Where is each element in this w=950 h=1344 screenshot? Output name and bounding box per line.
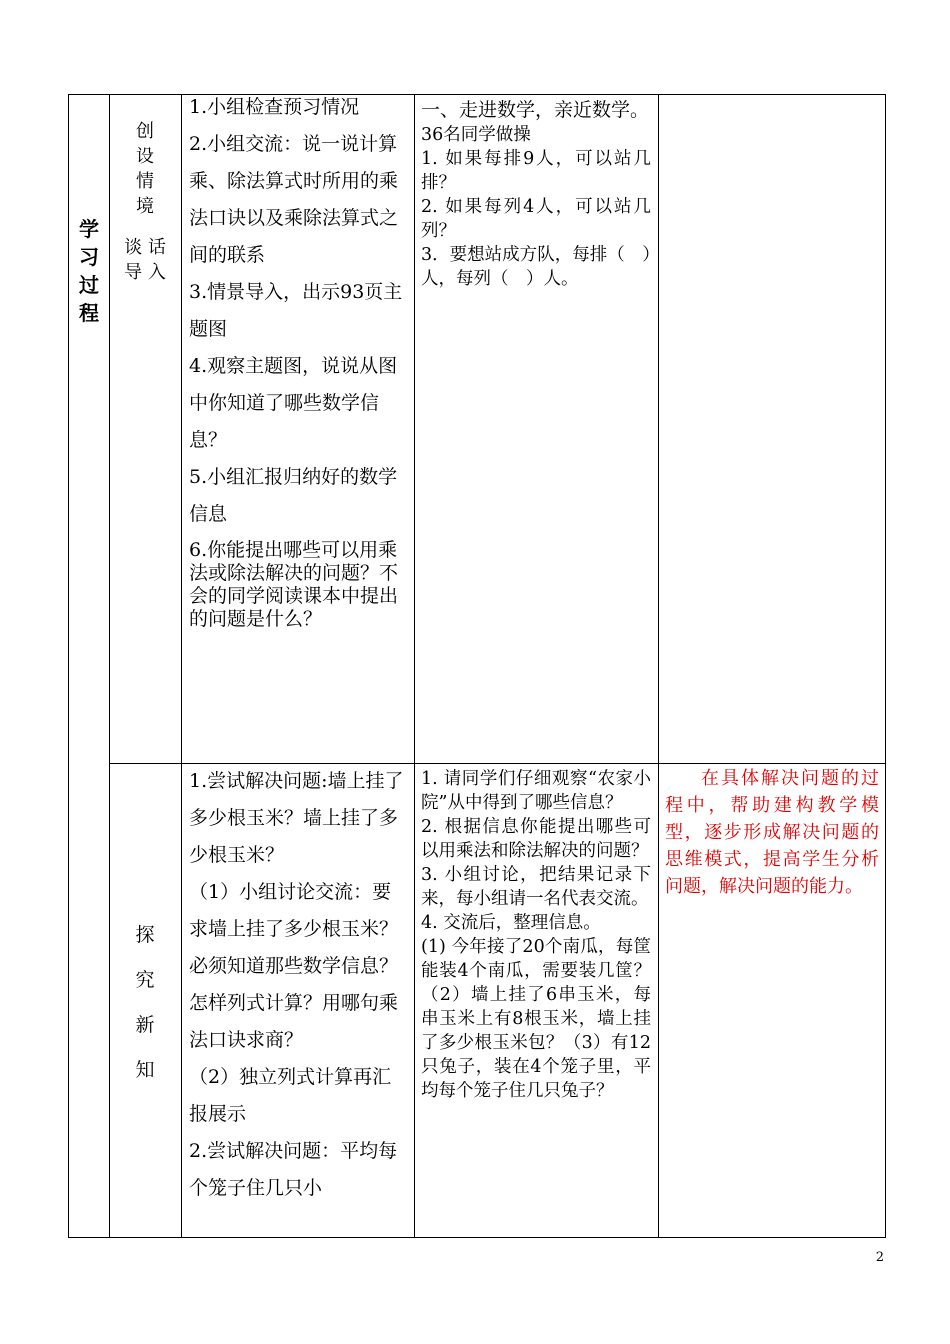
activity-item: 1.小组检查预习情况: [189, 96, 360, 118]
stage-subtitle: 谈 话: [124, 237, 166, 258]
guidance-item: 2. 根据信息你能提出哪些可以用乘法和除法解决的问题？: [421, 817, 651, 861]
activity-item: 6.你能提出哪些可以用乘法或除法解决的问题？不会的同学阅读课本中提出的问题是什么？: [189, 539, 399, 630]
guidance-item: 36名同学做操: [421, 125, 531, 145]
activity-item: 3.情景导入，出示93页主题图: [189, 281, 403, 340]
stage-label-intro: [109, 119, 181, 285]
stage-char: 情: [136, 171, 154, 192]
activity-item: 4.观察主题图，说说从图中你知道了哪些数学信息？: [189, 355, 398, 451]
guidance-item: 3．要想站成方队，每排（ ）人，每列（ ）人。: [421, 245, 651, 289]
guidance-item: 一、走进数学，亲近数学。: [421, 99, 650, 121]
guidance-item: 4. 交流后，整理信息。: [421, 913, 601, 933]
stage-char: 知: [135, 1059, 155, 1081]
lesson-plan-table: [68, 94, 886, 1238]
activity-item: 2.尝试解决问题：平均每个笼子住几只小: [189, 1140, 398, 1199]
page-number: 2: [875, 1250, 884, 1265]
student-activities-explore: [189, 763, 409, 1207]
guidance-item: 1. 如果每排9人，可以站几排？: [421, 149, 651, 193]
design-notes-explore: 在具体解决问题的过程中，帮助建构教学模型，逐步形成解决问题的思维模式，提高学生分析问题，解决问题的能力。: [665, 768, 879, 897]
stage-char: 究: [135, 969, 155, 991]
guidance-item: 2. 如果每列4人，可以站几列？: [421, 197, 651, 241]
activity-item: （2）独立列式计算再汇报展示: [189, 1066, 392, 1125]
column-divider: [414, 95, 415, 1237]
guidance-item: 3. 小组讨论，把结果记录下来，每小组请一名代表交流。: [421, 865, 651, 909]
section-label-char: 习: [79, 245, 99, 269]
stage-char: 创: [136, 121, 154, 142]
column-divider: [658, 95, 659, 1237]
guidance-item: (1) 今年接了20个南瓜，每筐能装4个南瓜，需要装几筐？（2）墙上挂了6串玉米，每串玉米上有8根玉米，墙上挂了多少根玉米包？（3）有12只兔子，装在4个笼子里，平均每个笼子住几只兔子？: [421, 937, 651, 1101]
stage-char: 境: [136, 196, 154, 217]
column-divider: [181, 95, 182, 1237]
activity-item: 5.小组汇报归纳好的数学信息: [189, 466, 398, 525]
stage-subtitle: 导 入: [124, 262, 166, 283]
stage-char: 新: [135, 1014, 155, 1036]
activity-item: 1.尝试解决问题:墙上挂了多少根玉米？墙上挂了多少根玉米？: [189, 770, 404, 866]
stage-label-explore: [109, 913, 181, 1093]
student-activities-intro: [189, 89, 409, 631]
guidance-item: 1. 请同学们仔细观察“农家小院”从中得到了哪些信息？: [421, 769, 651, 813]
activity-item: （1）小组讨论交流：要求墙上挂了多少根玉米？必须知道那些数学信息？怎样列式计算？用哪句乘法口诀求商？: [189, 881, 399, 1051]
section-label-char: 程: [79, 301, 99, 325]
teacher-guidance-explore: [421, 767, 651, 1103]
stage-char: 探: [135, 924, 155, 946]
stage-char: 设: [136, 146, 154, 167]
teacher-guidance-intro: [421, 97, 651, 291]
section-label-char: 过: [79, 273, 99, 297]
section-label: [69, 215, 109, 327]
activity-item: 2.小组交流：说一说计算乘、除法算式时所用的乘法口诀以及乘除法算式之间的联系: [189, 133, 399, 266]
section-label-char: 学: [79, 217, 99, 241]
